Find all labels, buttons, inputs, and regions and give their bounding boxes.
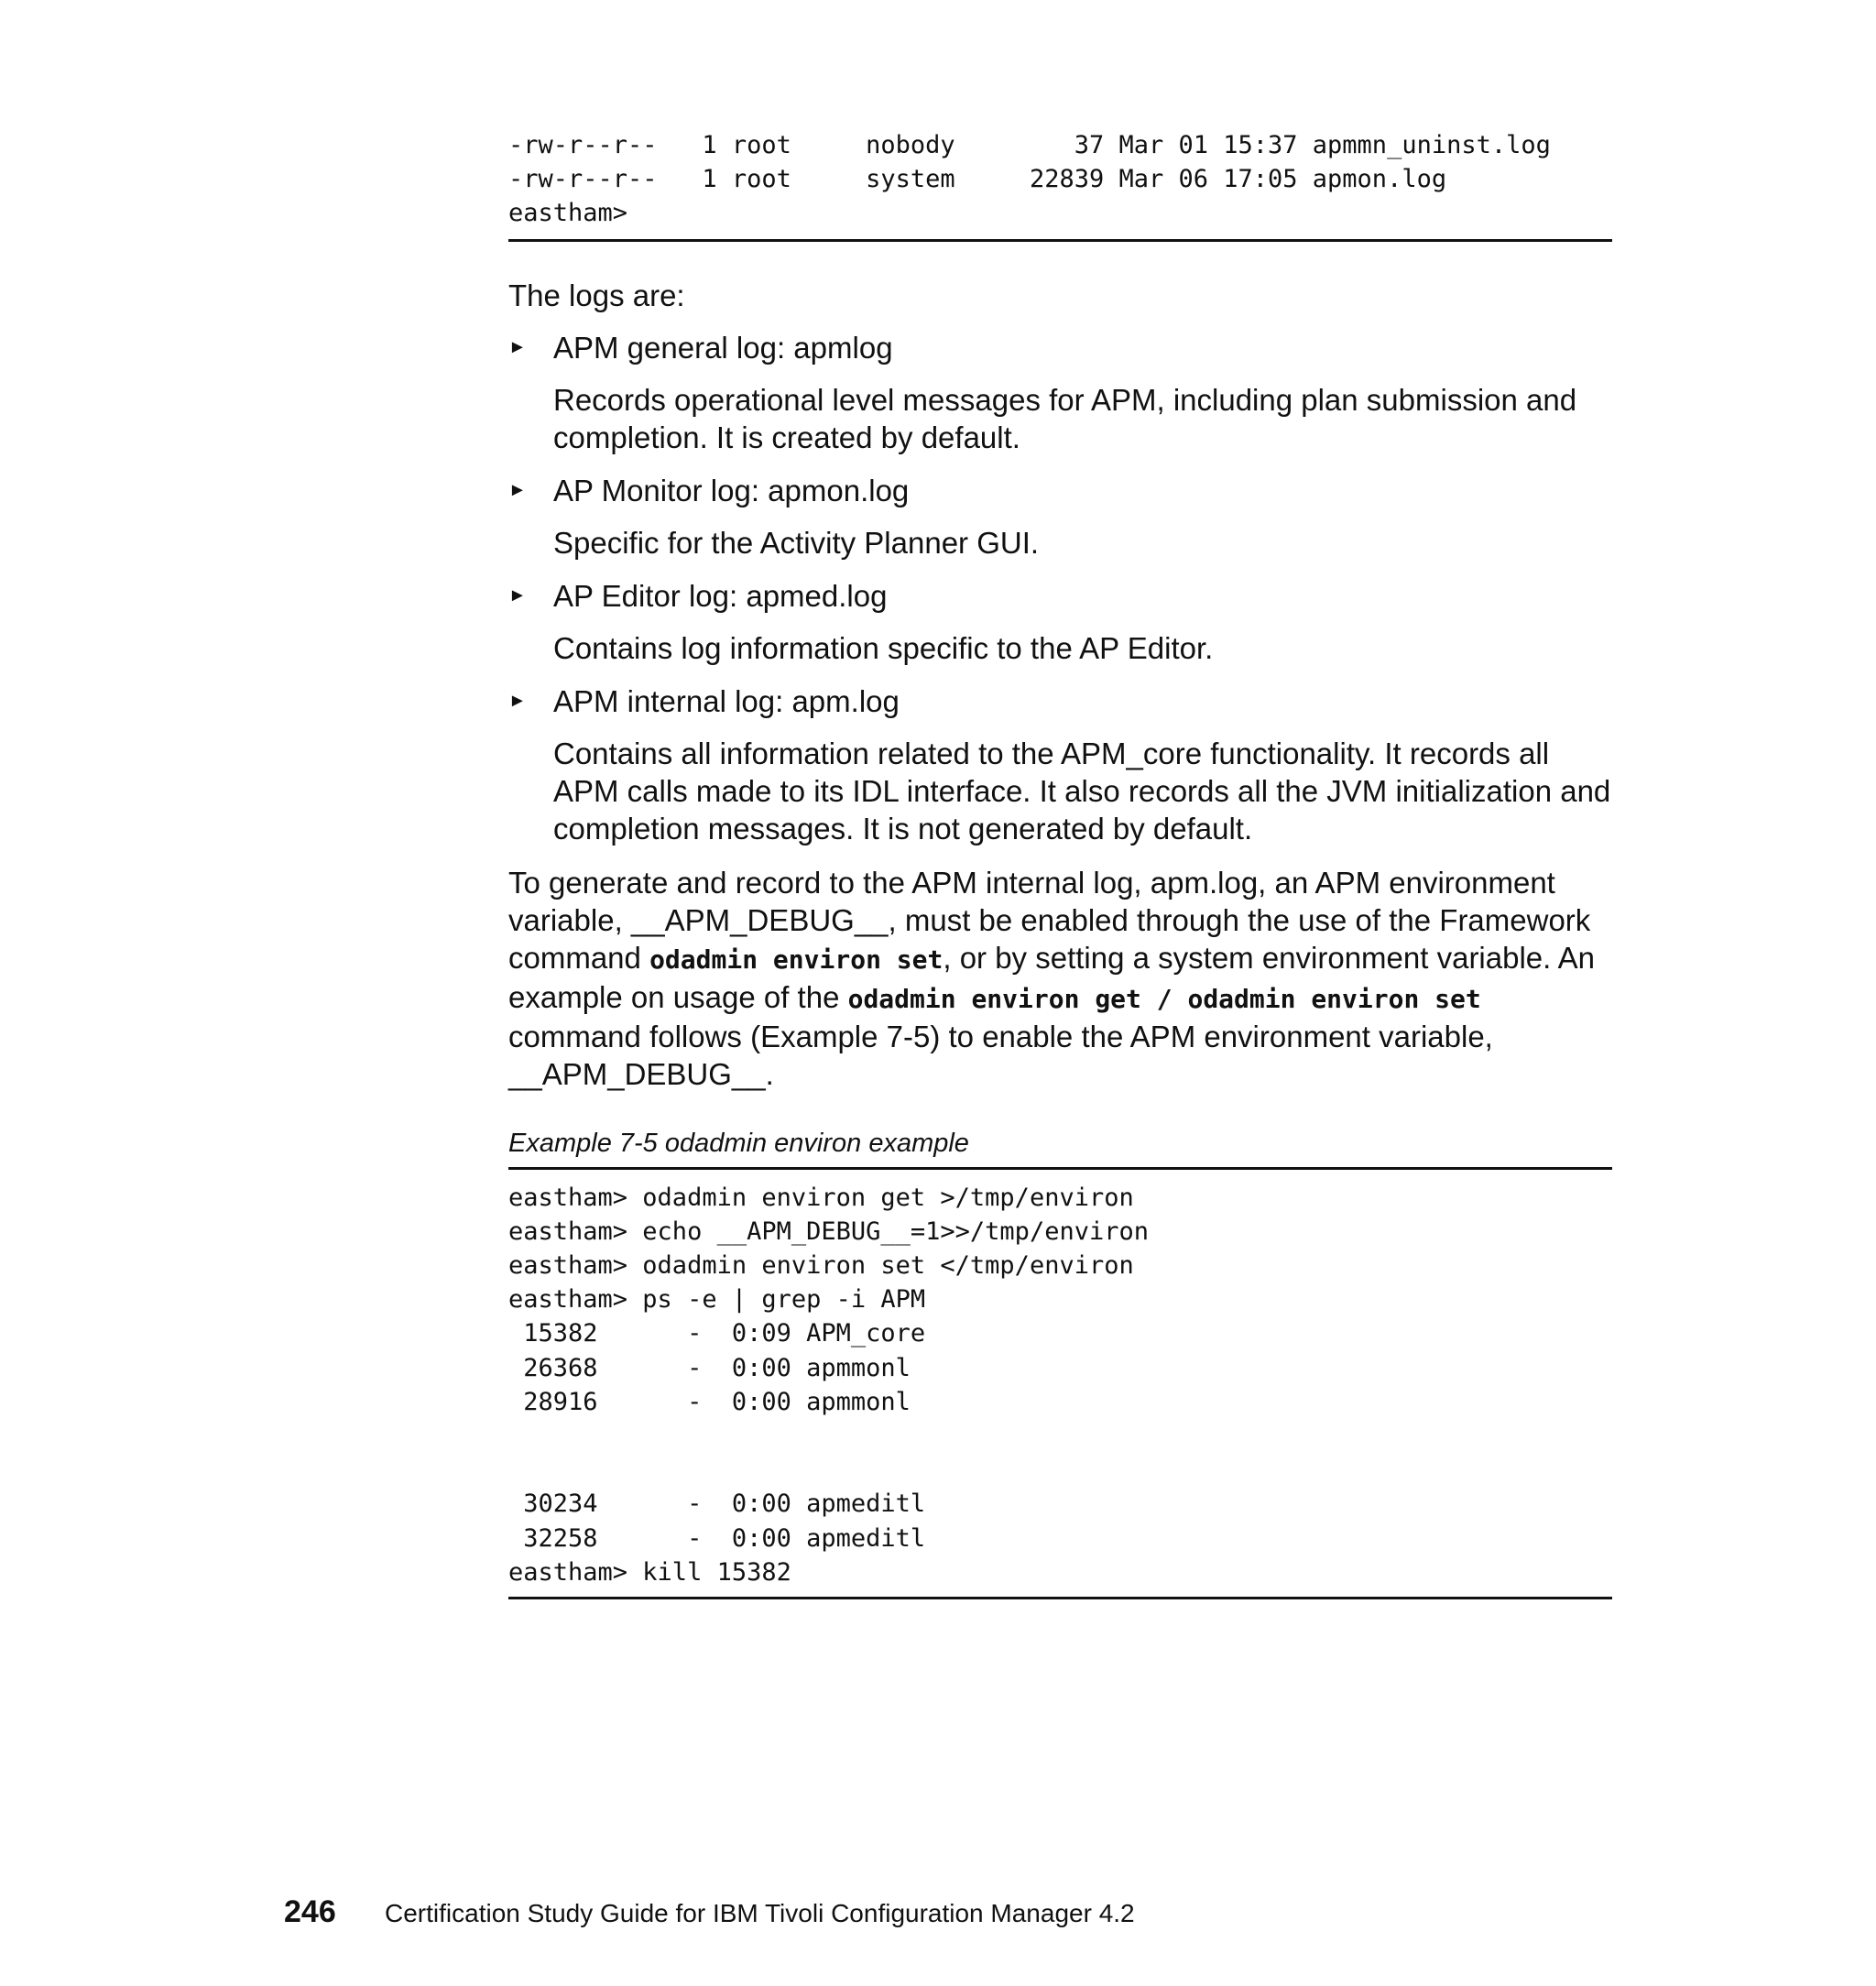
code-line: eastham> echo __APM_DEBUG__=1>>/tmp/environ — [508, 1217, 1149, 1246]
debug-paragraph — [508, 864, 1612, 1093]
code-line: eastham> odadmin environ set </tmp/environ — [508, 1251, 1134, 1281]
example-bottom-rule — [508, 1597, 1612, 1599]
code-line: -rw-r--r-- 1 root nobody 37 Mar 01 15:37 apmmn_uninst.log — [508, 131, 1551, 159]
listing-bottom-rule — [508, 239, 1612, 242]
log-title: APM internal log: apm.log — [553, 683, 900, 718]
example-code-listing — [508, 1181, 1612, 1589]
top-code-listing — [508, 128, 1612, 231]
code-line: eastham> odadmin environ get >/tmp/environ — [508, 1183, 1134, 1212]
example-top-rule — [508, 1167, 1612, 1170]
code-line: 32258 - 0:00 apmeditl — [508, 1523, 926, 1553]
code-line: 30234 - 0:00 apmeditl — [508, 1490, 926, 1519]
log-title: AP Monitor log: apmon.log — [553, 473, 910, 507]
log-description: Contains all information related to the APM_core functionality. It records all APM calls made to its IDL interface. It also records all the JVM initialization and completion messages. It is not generated by default. — [553, 736, 1611, 846]
bullet-triangle-icon: ► — [508, 479, 527, 500]
log-item — [508, 682, 1612, 847]
log-description: Records operational level messages for APM, including plan submission and completion. It is created by default. — [553, 382, 1577, 454]
page-footer — [284, 1894, 1135, 1940]
code-line: 26368 - 0:00 apmmonl — [508, 1353, 911, 1382]
log-item — [508, 577, 1612, 667]
bullet-triangle-icon: ► — [508, 690, 527, 711]
inline-command: odadmin environ set — [649, 944, 943, 975]
example-caption: Example 7-5 odadmin environ example — [508, 1128, 969, 1158]
paragraph-text: command follows (Example 7-5) to enable the APM environment variable, __APM_DEBUG__. — [508, 1019, 1493, 1091]
code-line: eastham> ps -e | grep -i APM — [508, 1285, 926, 1315]
code-line: 28916 - 0:00 apmmonl — [508, 1387, 911, 1416]
bullet-triangle-icon: ► — [508, 584, 527, 606]
code-line: eastham> kill 15382 — [508, 1557, 791, 1587]
log-title: AP Editor log: apmed.log — [553, 578, 888, 613]
logs-intro: The logs are: — [508, 278, 685, 312]
log-title: APM general log: apmlog — [553, 330, 893, 365]
paragraph-text: , or by setting a system environment variable. An example on usage of the — [508, 940, 1596, 1014]
inline-command: odadmin environ get / odadmin environ set — [847, 983, 1481, 1014]
log-item — [508, 329, 1612, 456]
bullet-triangle-icon: ► — [508, 336, 527, 357]
code-line: eastham> — [508, 199, 628, 228]
page-number: 246 — [284, 1894, 336, 1929]
code-line: 15382 - 0:09 APM_core — [508, 1319, 926, 1348]
log-item — [508, 472, 1612, 562]
log-description: Specific for the Activity Planner GUI. — [553, 525, 1040, 560]
page-content — [508, 128, 1612, 1599]
code-line: -rw-r--r-- 1 root system 22839 Mar 06 17:05 apmon.log — [508, 165, 1447, 194]
log-list — [508, 329, 1612, 847]
paragraph-text: To generate and record to the APM internal log, apm.log, an APM environment variable, __APM_DEBUG__, must be enabled through the use of the Framework command — [508, 865, 1591, 975]
footer-book-title: Certification Study Guide for IBM Tivoli Configuration Manager 4.2 — [385, 1899, 1135, 1927]
log-description: Contains log information specific to the AP Editor. — [553, 630, 1214, 665]
